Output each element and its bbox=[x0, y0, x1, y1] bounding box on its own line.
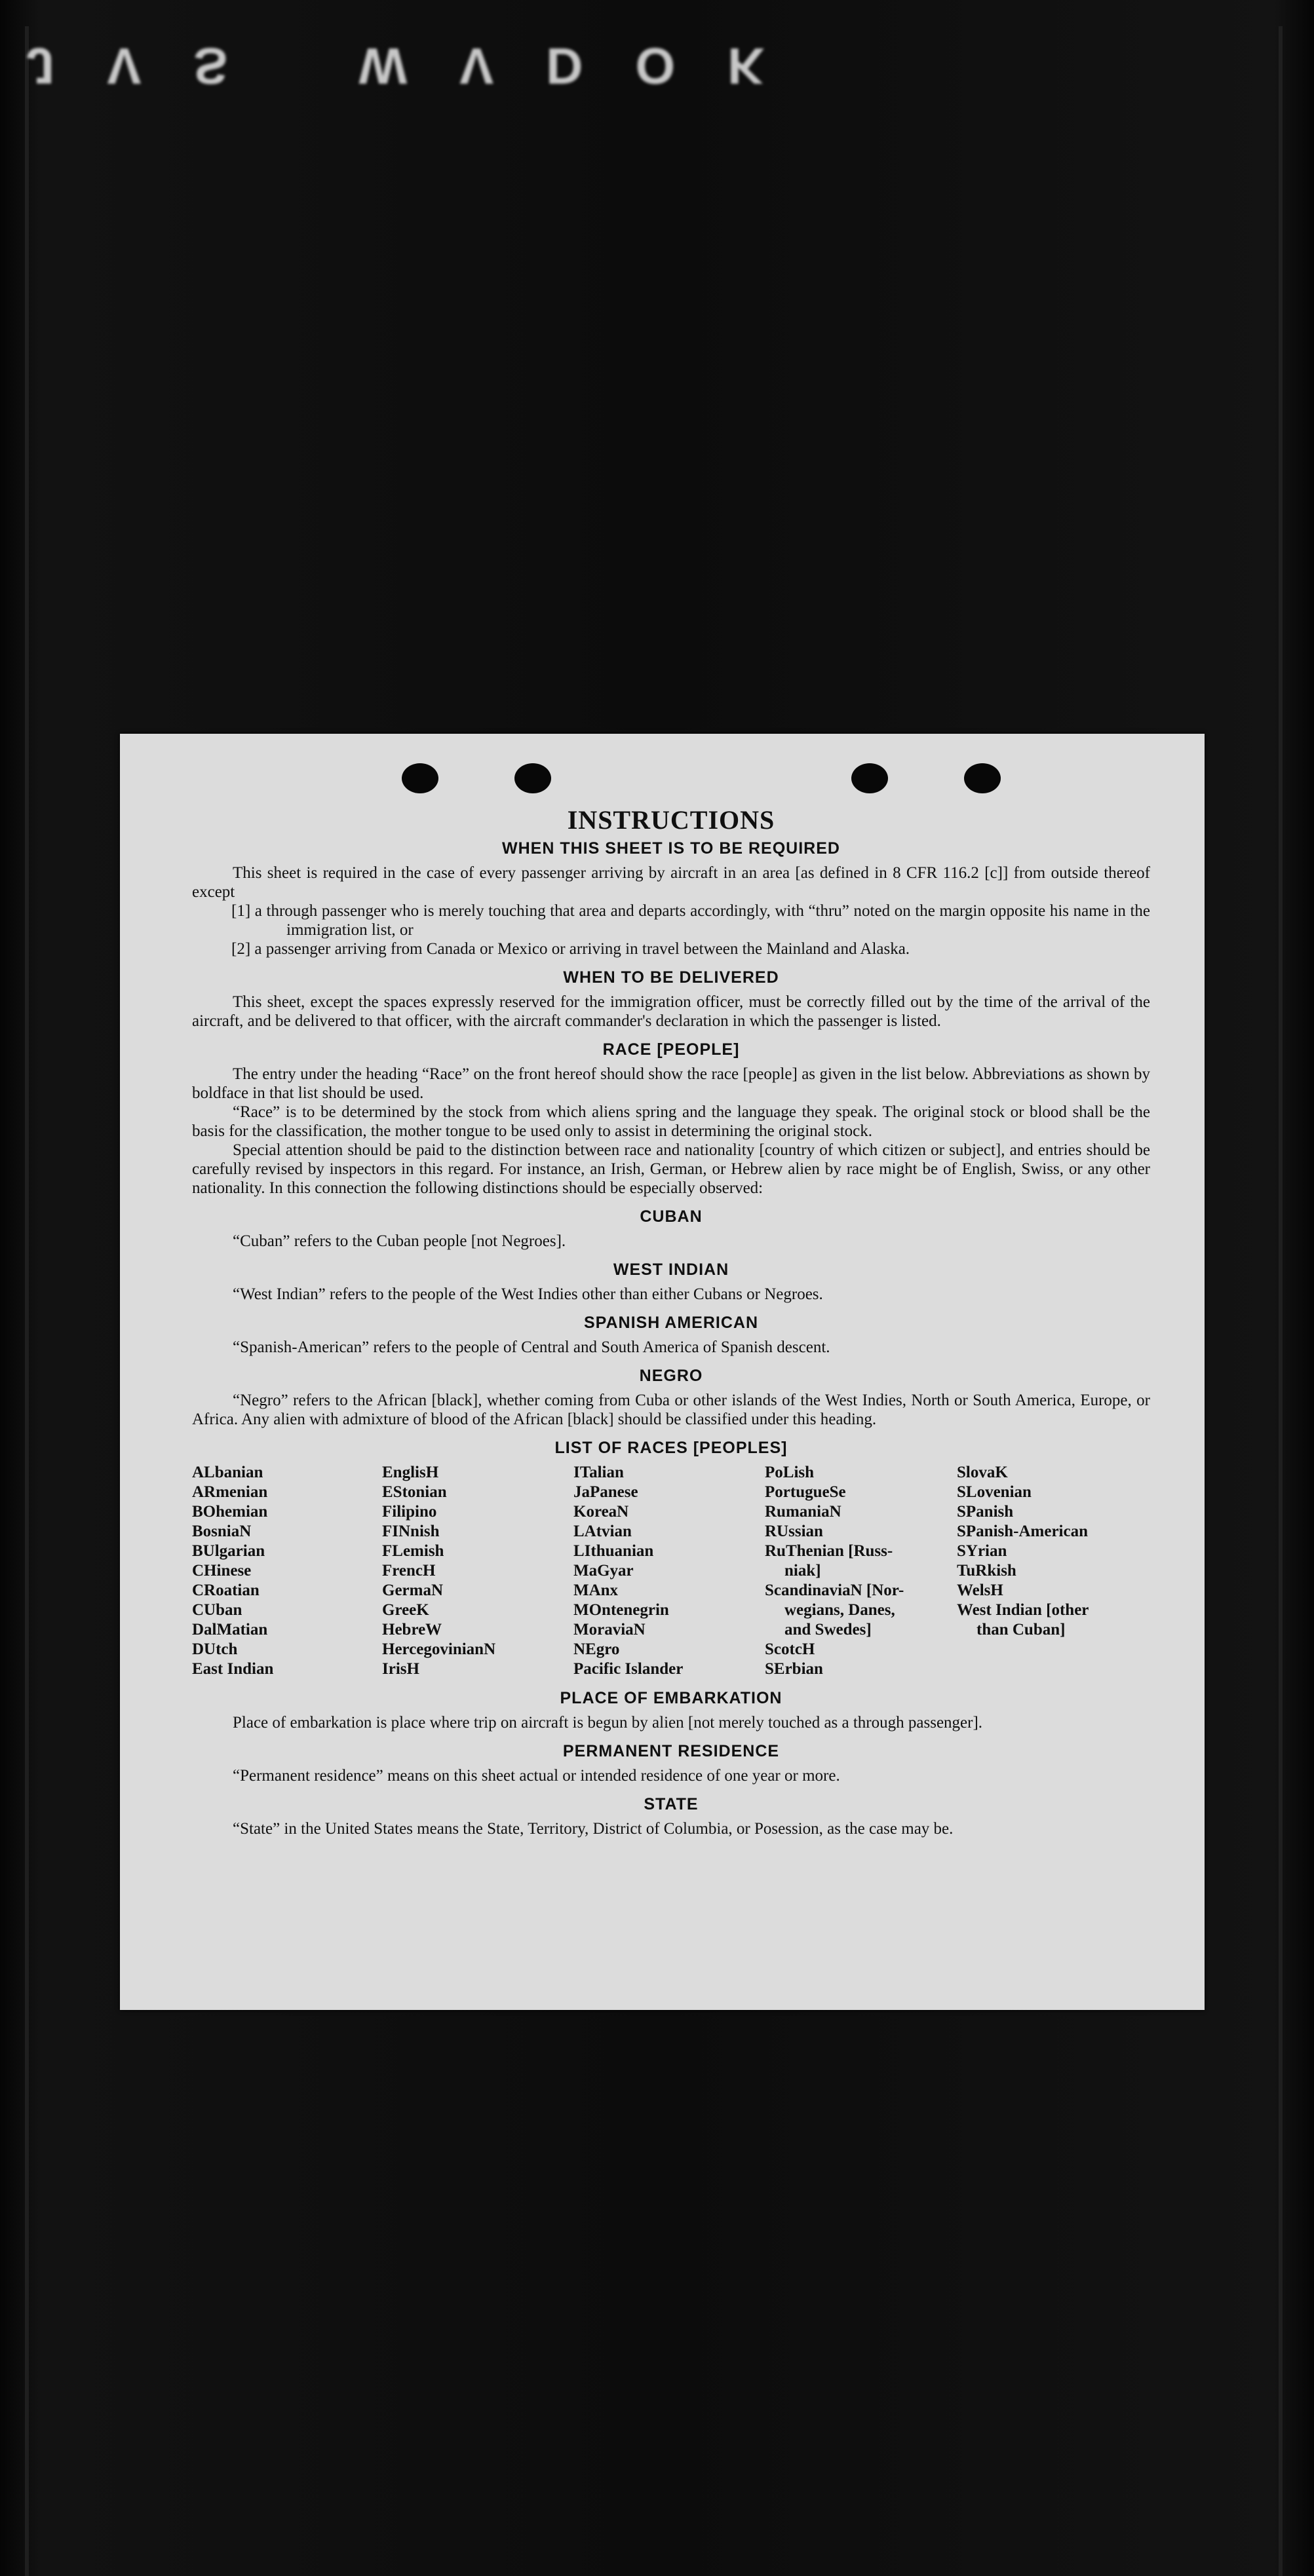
roll-code-char: V bbox=[459, 37, 501, 95]
race-entry: FINnish bbox=[382, 1523, 440, 1540]
race-entry: MoraviaN bbox=[573, 1621, 646, 1638]
race-entry: EStonian bbox=[382, 1483, 447, 1501]
paragraph: This sheet, except the spaces expressly reserved for the immigration officer, must be correctly filled out by the time of the arrival of the aircraft, and be delivered to that officer, with the aircraft commander's declaration in which the passenger is listed. bbox=[192, 993, 1150, 1030]
races-column bbox=[957, 1463, 1150, 1679]
race-entry: EnglisH bbox=[382, 1464, 439, 1481]
race-entry: PoLish bbox=[765, 1464, 815, 1481]
section-heading-state: STATE bbox=[644, 1795, 699, 1813]
races-column bbox=[765, 1463, 957, 1679]
race-entry: MAnx bbox=[573, 1582, 619, 1599]
race-entry: ALbanian bbox=[192, 1464, 263, 1481]
race-entry: PortugueSe bbox=[765, 1483, 846, 1501]
race-entry: JaPanese bbox=[573, 1483, 638, 1501]
race-entry: East Indian bbox=[192, 1660, 274, 1678]
list-item: [1] a through passenger who is merely touching that area and departs accordingly, with “thru” noted on the margin opposite his name in the immigration list, or bbox=[231, 902, 1150, 939]
film-border-right bbox=[1279, 26, 1283, 2576]
sheet-content bbox=[192, 806, 1150, 1838]
race-entry: IrisH bbox=[382, 1660, 419, 1678]
race-entry: RUssian bbox=[765, 1523, 823, 1540]
race-entry-continued: wegians, Danes, bbox=[784, 1601, 895, 1619]
punch-hole bbox=[964, 763, 1001, 793]
film-roll-code bbox=[26, 36, 845, 95]
section-heading-spanish-american: SPANISH AMERICAN bbox=[583, 1314, 758, 1332]
paragraph: “Permanent residence” means on this sheet actual or intended residence of one year or more. bbox=[233, 1767, 840, 1785]
section-heading-negro: NEGRO bbox=[639, 1367, 703, 1385]
paragraph: “State” in the United States means the State, Territory, District of Columbia, or Posession, as the case may be. bbox=[233, 1820, 954, 1838]
race-entry: TuRkish bbox=[957, 1562, 1016, 1580]
roll-code-char: D bbox=[546, 37, 590, 95]
paragraph: Place of embarkation is place where trip on aircraft is begun by alien [not merely touched as a through passenger]. bbox=[233, 1714, 983, 1732]
race-entry: LAtvian bbox=[573, 1523, 632, 1540]
race-entry: KoreaN bbox=[573, 1503, 629, 1521]
paragraph: Special attention should be paid to the distinction between race and nationality [country of which citizen or subject], and entries should be carefully revised by inspectors in this regard. For instance, an Irish, German, or Hebrew alien by race might be of English, Swiss, or any other nationality. In this connection the following distinctions should be especially observed: bbox=[192, 1141, 1150, 1197]
races-column bbox=[192, 1463, 382, 1679]
race-entry-continued: and Swedes] bbox=[784, 1621, 872, 1638]
race-entry: SPanish-American bbox=[957, 1523, 1088, 1540]
punch-hole bbox=[851, 763, 888, 793]
race-entry: Pacific Islander bbox=[573, 1660, 684, 1678]
race-entry-continued: niak] bbox=[784, 1562, 821, 1580]
race-entry: HebreW bbox=[382, 1621, 442, 1638]
race-entry: GermaN bbox=[382, 1582, 444, 1599]
roll-code-char: V bbox=[107, 37, 148, 95]
race-entry: ScandinaviaN [Nor- bbox=[765, 1582, 904, 1599]
list-item: [2] a passenger arriving from Canada or Mexico or arriving in travel between the Mainland and Alaska. bbox=[231, 940, 910, 958]
race-entry: ScotcH bbox=[765, 1640, 815, 1658]
race-entry: SPanish bbox=[957, 1503, 1014, 1521]
roll-code-char: J bbox=[26, 37, 62, 95]
document-title: INSTRUCTIONS bbox=[567, 805, 775, 835]
race-entry: SYrian bbox=[957, 1542, 1007, 1560]
paragraph: “Race” is to be determined by the stock from which aliens spring and the language they speak. The original stock or blood shall be the basis for the classification, the mother tongue to be used only to assist in determining the original stock. bbox=[192, 1103, 1150, 1140]
race-entry: CHinese bbox=[192, 1562, 252, 1580]
punch-hole bbox=[514, 763, 551, 793]
race-entry: MaGyar bbox=[573, 1562, 634, 1580]
race-entry: LIthuanian bbox=[573, 1542, 654, 1560]
section-heading-races: LIST OF RACES [PEOPLES] bbox=[554, 1439, 788, 1457]
race-entry: SErbian bbox=[765, 1660, 823, 1678]
section-heading-embarkation: PLACE OF EMBARKATION bbox=[560, 1689, 783, 1707]
race-entry: FrencH bbox=[382, 1562, 436, 1580]
race-entry: CRoatian bbox=[192, 1582, 260, 1599]
roll-code-char: K bbox=[727, 37, 771, 95]
section-heading-residence: PERMANENT RESIDENCE bbox=[562, 1742, 780, 1760]
punch-hole bbox=[402, 763, 438, 793]
roll-code-char: W bbox=[358, 37, 414, 95]
roll-code-char: S bbox=[193, 37, 235, 95]
race-entry-continued: than Cuban] bbox=[976, 1621, 1066, 1638]
race-entry: ITalian bbox=[573, 1464, 624, 1481]
race-entry: SlovaK bbox=[957, 1464, 1008, 1481]
section-heading-cuban: CUBAN bbox=[640, 1207, 703, 1226]
race-entry: BosniaN bbox=[192, 1523, 252, 1540]
race-entry: FLemish bbox=[382, 1542, 444, 1560]
races-column bbox=[573, 1463, 765, 1679]
race-entry: MOntenegrin bbox=[573, 1601, 669, 1619]
race-entry: DUtch bbox=[192, 1640, 238, 1658]
race-entry: West Indian [other bbox=[957, 1601, 1089, 1619]
races-list bbox=[192, 1463, 1150, 1679]
paragraph: “West Indian” refers to the people of the West Indies other than either Cubans or Negroes. bbox=[233, 1285, 823, 1303]
section-heading-race: RACE [PEOPLE] bbox=[602, 1040, 740, 1059]
race-entry: NEgro bbox=[573, 1640, 620, 1658]
race-entry: BUlgarian bbox=[192, 1542, 265, 1560]
race-entry: DalMatian bbox=[192, 1621, 268, 1638]
race-entry: HercegovinianN bbox=[382, 1640, 496, 1658]
race-entry: WelsH bbox=[957, 1582, 1003, 1599]
race-entry: ARmenian bbox=[192, 1483, 268, 1501]
section-heading-delivered: WHEN TO BE DELIVERED bbox=[563, 968, 779, 987]
section-heading-required: WHEN THIS SHEET IS TO BE REQUIRED bbox=[502, 839, 840, 858]
film-border-left bbox=[25, 26, 29, 2576]
race-entry: SLovenian bbox=[957, 1483, 1032, 1501]
instruction-sheet bbox=[120, 734, 1205, 2010]
race-entry: RuThenian [Russ- bbox=[765, 1542, 893, 1560]
paragraph: “Spanish-American” refers to the people of Central and South America of Spanish descent. bbox=[233, 1338, 830, 1356]
paragraph: “Cuban” refers to the Cuban people [not Negroes]. bbox=[233, 1232, 566, 1250]
section-heading-west-indian: WEST INDIAN bbox=[613, 1260, 729, 1279]
race-entry: GreeK bbox=[382, 1601, 429, 1619]
paragraph: This sheet is required in the case of every passenger arriving by aircraft in an area [as defined in 8 CFR 116.2 [c]] from outside thereof except bbox=[192, 864, 1150, 901]
race-entry: RumaniaN bbox=[765, 1503, 841, 1521]
races-column bbox=[382, 1463, 573, 1679]
paragraph: The entry under the heading “Race” on the front hereof should show the race [people] as given in the list below. Abbreviations as shown by boldface in that list should be used. bbox=[192, 1065, 1150, 1102]
race-entry: CUban bbox=[192, 1601, 242, 1619]
roll-code-char: O bbox=[635, 37, 682, 95]
race-entry: BOhemian bbox=[192, 1503, 268, 1521]
race-entry: Filipino bbox=[382, 1503, 437, 1521]
paragraph: “Negro” refers to the African [black], whether coming from Cuba or other islands of the West Indies, North or South America, Europe, or Africa. Any alien with admixture of blood of the African [black] should be classified under this heading. bbox=[192, 1392, 1150, 1428]
